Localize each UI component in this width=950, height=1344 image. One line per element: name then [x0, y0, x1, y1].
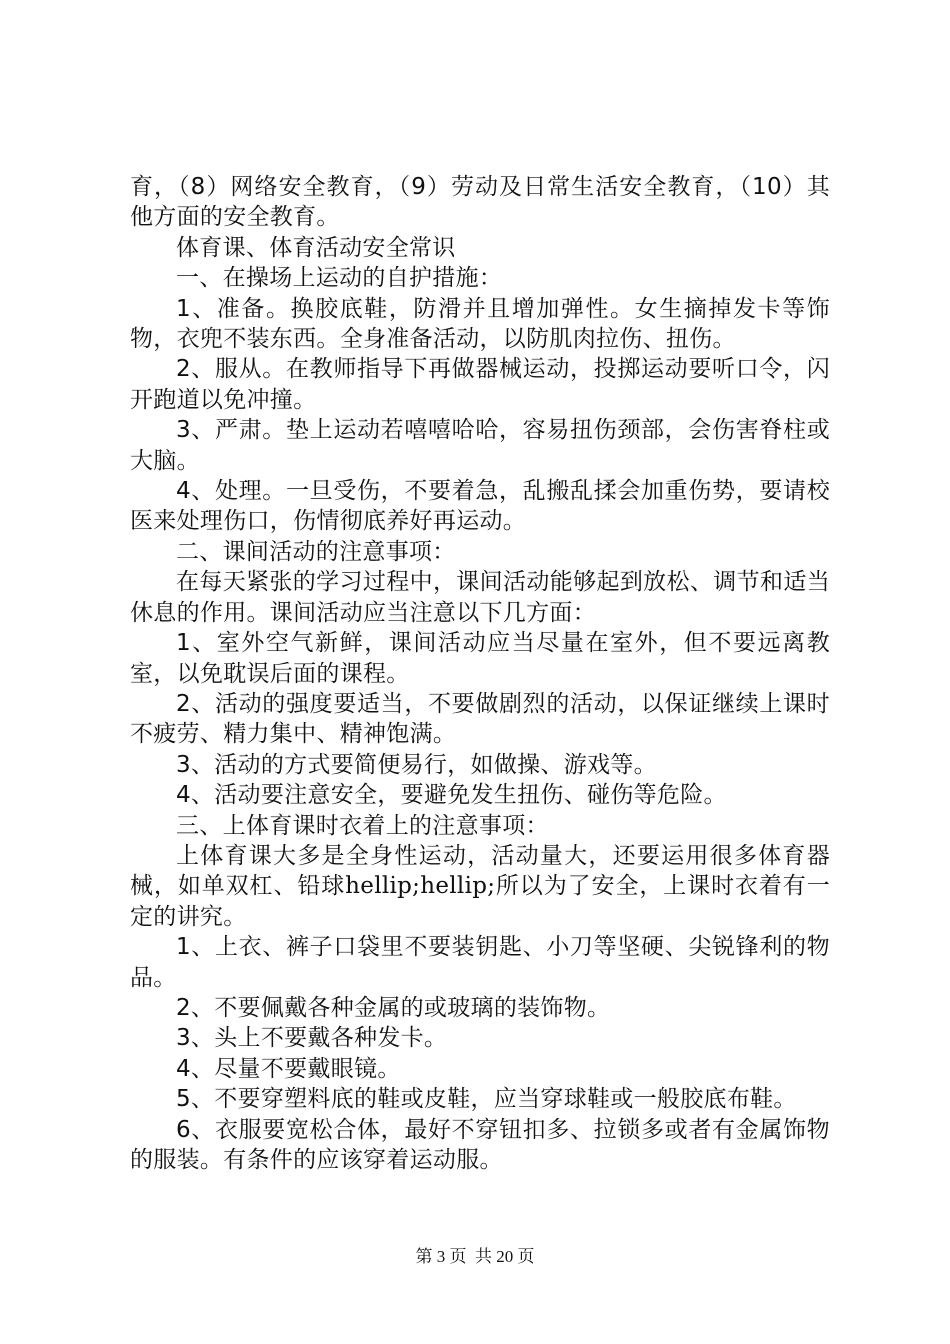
page-number: 第 3 页 — [415, 1247, 467, 1266]
paragraph — [130, 689, 830, 750]
paragraph-text: 在每天紧张的学习过程中，课间活动能够起到放松、调节和适当休息的作用。课间活动应当注意以下几方面： — [130, 569, 830, 626]
document-body — [130, 172, 830, 1175]
paragraph-text: 体育课、体育活动安全常识 — [176, 234, 456, 261]
paragraph — [130, 537, 830, 567]
paragraph-text: 4、处理。 — [176, 478, 286, 505]
paragraph — [130, 294, 830, 355]
paragraph-text: 垫上运动若嘻嘻哈哈，容易扭伤颈部，会伤害脊柱或大脑。 — [130, 417, 830, 474]
paragraph — [130, 932, 830, 993]
paragraph-text: 5、不要穿塑料底的鞋或皮鞋，应当穿球鞋或一般胶底布鞋。 — [176, 1086, 797, 1113]
paragraph-text: 上体育课大多是全身性运动，活动量大，还要运用很多体育器械，如单双杠、铅球hellip;hellip;所以为了安全，上课时衣着有一定的讲究。 — [130, 842, 830, 930]
paragraph-text: 2、活动的强度要适当，不要做剧烈的活动，以保证继续上课时不疲劳、精力集中、精神饱满。 — [130, 690, 830, 748]
paragraph — [130, 263, 830, 293]
paragraph — [130, 1054, 830, 1084]
paragraph-text: 育，（8）网络安全教育，（9）劳动及日常生活安全教育，（10）其他方面的安全教育。 — [130, 174, 830, 231]
page-total: 共 20 页 — [475, 1247, 535, 1266]
paragraph-text: 1、上衣、裤子口袋里不要装钥匙、小刀等坚硬、尖锐锋利的物品。 — [130, 934, 830, 991]
paragraph — [130, 1023, 830, 1053]
paragraph-text: 4、活动要注意安全，要避免发生扭伤、碰伤等危险。 — [176, 782, 727, 809]
paragraph — [130, 476, 830, 537]
paragraph — [130, 841, 830, 932]
paragraph-text: 一旦受伤，不要着急，乱搬乱揉会加重伤势，要请校医来处理伤口，伤情彻底养好再运动。 — [130, 478, 830, 535]
paragraph-text: 在教师指导下再做器械运动，投掷运动要听口令，闪开跑道以免冲撞。 — [130, 356, 830, 413]
paragraph — [130, 567, 830, 628]
paragraph — [130, 1084, 830, 1114]
paragraph-text: 1、室外空气新鲜，课间活动应当尽量在室外，但不要远离教室，以免耽误后面的课程。 — [130, 630, 830, 687]
paragraph-text: 3、头上不要戴各种发卡。 — [176, 1025, 448, 1052]
paragraph — [130, 993, 830, 1023]
paragraph-text: 2、不要佩戴各种金属的或玻璃的装饰物。 — [176, 994, 611, 1021]
paragraph-text: 一、在操场上运动的自护措施： — [176, 265, 503, 292]
paragraph — [130, 1115, 830, 1176]
page-footer — [0, 1242, 950, 1267]
paragraph — [130, 750, 830, 780]
paragraph — [130, 415, 830, 476]
paragraph — [130, 233, 830, 263]
paragraph — [130, 628, 830, 689]
paragraph-text: 三、上体育课时衣着上的注意事项： — [176, 812, 549, 839]
paragraph-text: 换胶底鞋，防滑并且增加弹性。女生摘掉发卡等饰物，衣兜不装东西。全身准备活动，以防肌肉拉伤、扭伤。 — [130, 295, 830, 353]
paragraph — [130, 354, 830, 415]
paragraph-text: 2、服从。 — [176, 356, 286, 383]
paragraph — [130, 172, 830, 233]
paragraph-text: 3、活动的方式要简便易行，如做操、游戏等。 — [176, 751, 657, 778]
paragraph — [130, 811, 830, 841]
paragraph — [130, 780, 830, 810]
paragraph-text: 二、课间活动的注意事项： — [176, 538, 456, 565]
paragraph-text: 3、严肃。 — [176, 417, 286, 444]
paragraph-text: 1、准备。 — [176, 295, 291, 322]
paragraph-text: 4、尽量不要戴眼镜。 — [176, 1055, 401, 1082]
paragraph-text: 有条件的应该穿着运动服。 — [223, 1147, 503, 1173]
paragraph-text: 6、衣服要宽松合体，最好不穿钮扣多、拉锁多或者有金属饰物的服装。 — [130, 1116, 830, 1173]
